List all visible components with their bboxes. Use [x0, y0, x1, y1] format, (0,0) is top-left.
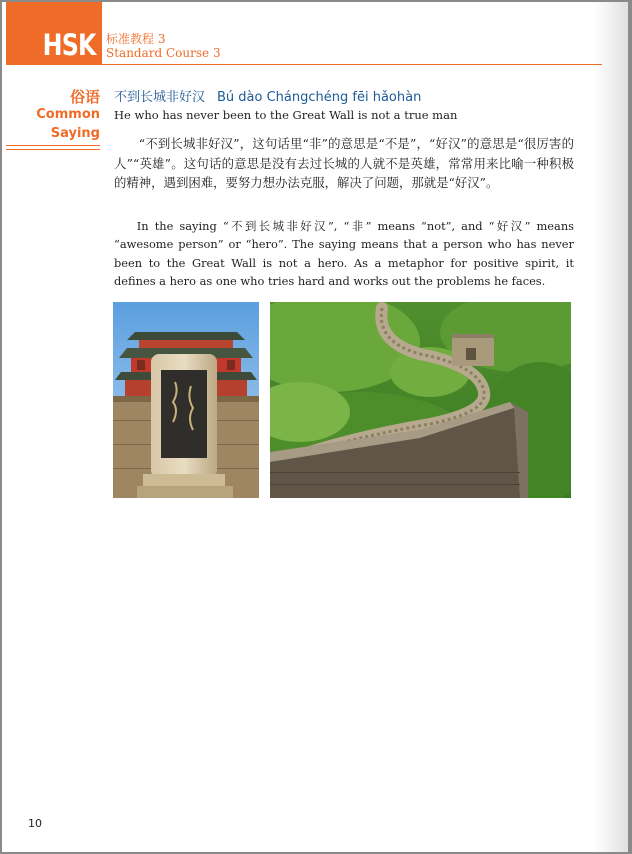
saying-title-pinyin: Bú dào Chángchéng fēi hǎohàn: [217, 90, 422, 105]
stone-stele-and-watchtower-photo: [113, 302, 259, 498]
saying-title: [114, 86, 421, 105]
section-label-zh: 俗语: [69, 88, 100, 106]
textbook-page: [2, 2, 628, 852]
hsk-badge: [6, 2, 102, 64]
paragraph-english: In the saying “不到长城非好汉”, “非” means “not”, and “好汉” means “awesome person” or “hero”. The saying means that a person who has never been to the Great Wall is not a hero. As a metaphor for positive spirit, it defines a hero as one who tries hard and works out the problems he faces.: [114, 219, 574, 289]
course-title-zh: 标准教程 3: [106, 32, 166, 46]
section-divider-top: [6, 145, 100, 146]
section-divider-bottom: [6, 149, 100, 150]
section-label-en-line2: Saying: [50, 126, 100, 141]
saying-title-zh: 不到长城非好汉: [114, 90, 206, 105]
header-divider: [6, 64, 602, 65]
saying-translation: He who has never been to the Great Wall is not a true man: [114, 108, 458, 122]
section-label-en-line1: Common: [36, 107, 100, 122]
paragraph-chinese: “不到长城非好汉”，这句话里“非”的意思是“不是”，“好汉”的意思是“很厉害的人”“英雄”。这句话的意思是没有去过长城的人就不是英雄，常常用来比喻一种积极的精神，遇到困难，要努力想办法克服，解决了问题，那就是“好汉”。: [114, 136, 574, 190]
great-wall-mountains-photo: [270, 302, 571, 498]
hsk-logo-text: HSK: [42, 28, 96, 62]
page-number: 10: [28, 817, 42, 830]
course-title-en: Standard Course 3: [106, 46, 221, 60]
page-edge-shadow: [594, 2, 628, 852]
